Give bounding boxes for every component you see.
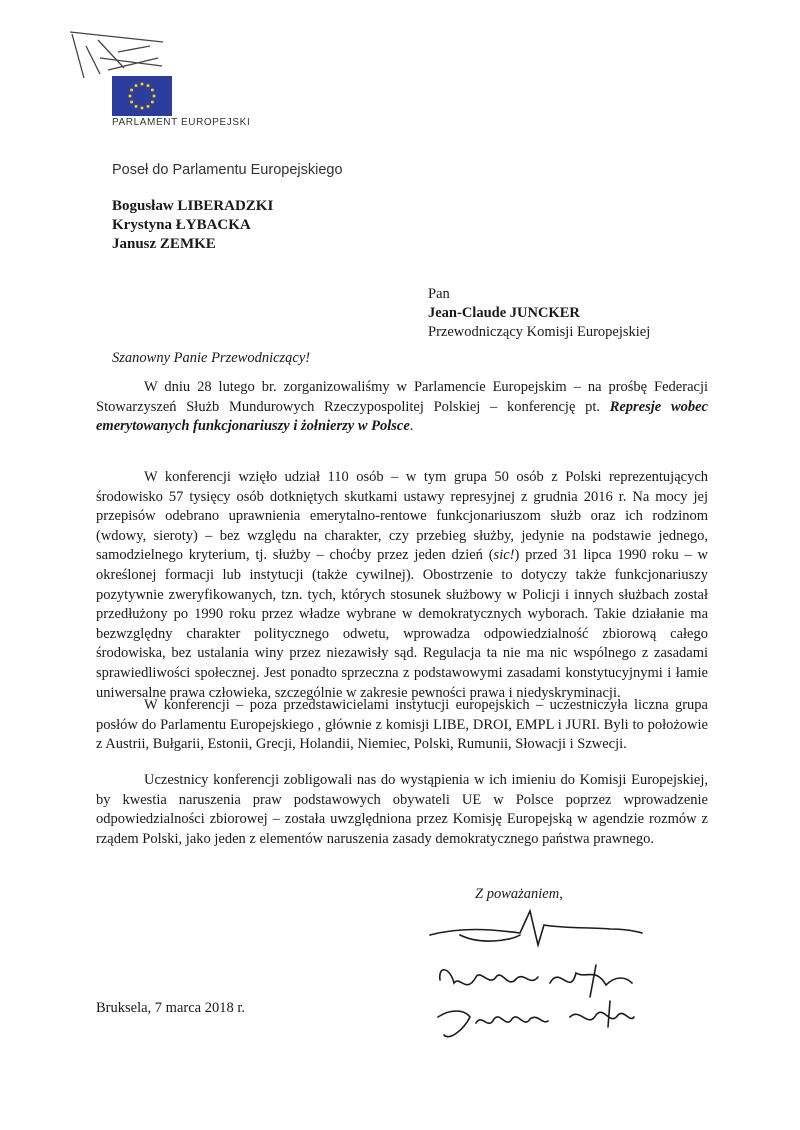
paragraph-4: [96, 771, 708, 849]
sic-note: sic!: [493, 547, 515, 564]
eu-star: [153, 95, 156, 98]
eu-star: [129, 95, 132, 98]
place-and-date: Bruksela, 7 marca 2018 r.: [96, 1000, 245, 1016]
paragraph-1-text: W dniu 28 lutego br. zorganizowaliśmy w Parlamencie Europejskim – na prośbę Federacji Stowarzyszeń Służb Mundurowych Rzeczypospolitej Polskiej – konferencję pt.: [96, 379, 708, 415]
eu-star: [130, 101, 133, 104]
recipient-title: Pan: [428, 286, 450, 302]
eu-star: [147, 84, 150, 87]
recipient-name: Jean-Claude JUNCKER: [428, 305, 580, 321]
eu-flag-icon: [112, 76, 172, 116]
conference-title: Represje wobec emerytowanych funkcjonariuszy i żołnierzy w Polsce: [96, 398, 708, 435]
handwritten-signatures: [420, 905, 660, 1050]
eu-star: [135, 84, 138, 87]
eu-star: [141, 107, 144, 110]
european-parliament-logo: [68, 28, 178, 118]
signature-zemke: [438, 1001, 634, 1037]
hemicycle-lines-icon: [70, 32, 163, 78]
sender-name: Janusz ZEMKE: [112, 236, 216, 252]
paragraph-3: [96, 696, 708, 755]
salutation: Szanowny Panie Przewodniczący!: [112, 350, 311, 366]
eu-star: [130, 89, 133, 92]
eu-star: [135, 105, 138, 108]
eu-star: [151, 101, 154, 104]
paragraph-1: [96, 378, 708, 437]
sender-name: Krystyna ŁYBACKA: [112, 217, 251, 233]
signature-liberadzki: [430, 911, 642, 945]
signature-lybacka: [440, 965, 632, 997]
paragraph-2: [96, 468, 708, 703]
recipient-position: Przewodniczący Komisji Europejskiej: [428, 324, 651, 340]
sender-name: Bogusław LIBERADZKI: [112, 198, 274, 214]
paragraph-2-text-a: W konferencji wzięło udział 110 osób – w tym grupa 50 osób z Polski reprezentujących środowisko 57 tysięcy osób dotkniętych skutkami ustawy represyjnej z grudnia 2016 r. Na mocy jej przepisów odebrano uprawnienia emerytalno-rentowe funkcjonariuszom służb oraz ich rodzinom (wdowy, sieroty) – bez względu na charakter, czy przebieg służby, jedynie na podstawie jednego, samodzielnego kryterium, tj. służby – choćby przez jeden dzień (: [96, 469, 708, 564]
letterhead-title: Poseł do Parlamentu Europejskiego: [112, 162, 343, 178]
recipient-block: [428, 285, 650, 342]
paragraph-1-end: .: [409, 418, 414, 435]
organization-name: PARLAMENT EUROPEJSKI: [112, 117, 251, 128]
paragraph-3-text: W konferencji – poza przedstawicielami instytucji europejskich – uczestniczyła liczna grupa posłów do Parlamentu Europejskiego , głównie z komisji LIBE, DROI, EMPL i JURI. Byli to położowie z Austrii, Bułgarii, Estonii, Grecji, Holandii, Niemiec, Polski, Rumunii, Słowacji i Szwecji.: [96, 697, 708, 753]
paragraph-4-text: Uczestnicy konferencji zobligowali nas do wystąpienia w ich imieniu do Komisji Europejskiej, by kwestia naruszenia praw podstawowych obywateli UE w Polsce poprzez wprowadzenie odpowiedzialności zbiorowej – została uwzględniona przez Komisję Europejską w agendzie rozmów z rządem Polski, jako jeden z elementów naruszenia zasady demokratycznego państwa prawnego.: [96, 772, 708, 847]
closing: Z poważaniem,: [475, 886, 563, 902]
paragraph-2-text-b: ) przed 31 lipca 1990 roku – w określonej formacji lub instytucji (także cywilnej). Obostrzenie to dotyczy także funkcjonariuszy pozytywnie zweryfikowanych, tzn. tych, których stosunek służbowy w Policji i innych służbach został przedłużony po 1990 roku przez władze wybrane w demokratycznych wyborach. Takie działanie ma bezwzględny charakter politycznego odwetu, wprowadza odpowiedzialność zbiorową całego środowiska, bez ustalania winy przez niezawisły sąd. Regulacja ta nie ma nic wspólnego z zasadami sprawiedliwości społecznej. Jest ponadto sprzeczna z podstawowymi zasadami konstytucyjnymi i łamie uniwersalne prawa człowieka, szczególnie w zakresie pewności prawa i niedyskryminacji.: [96, 547, 709, 701]
eu-star: [147, 105, 150, 108]
eu-star: [151, 89, 154, 92]
eu-star: [141, 83, 144, 86]
